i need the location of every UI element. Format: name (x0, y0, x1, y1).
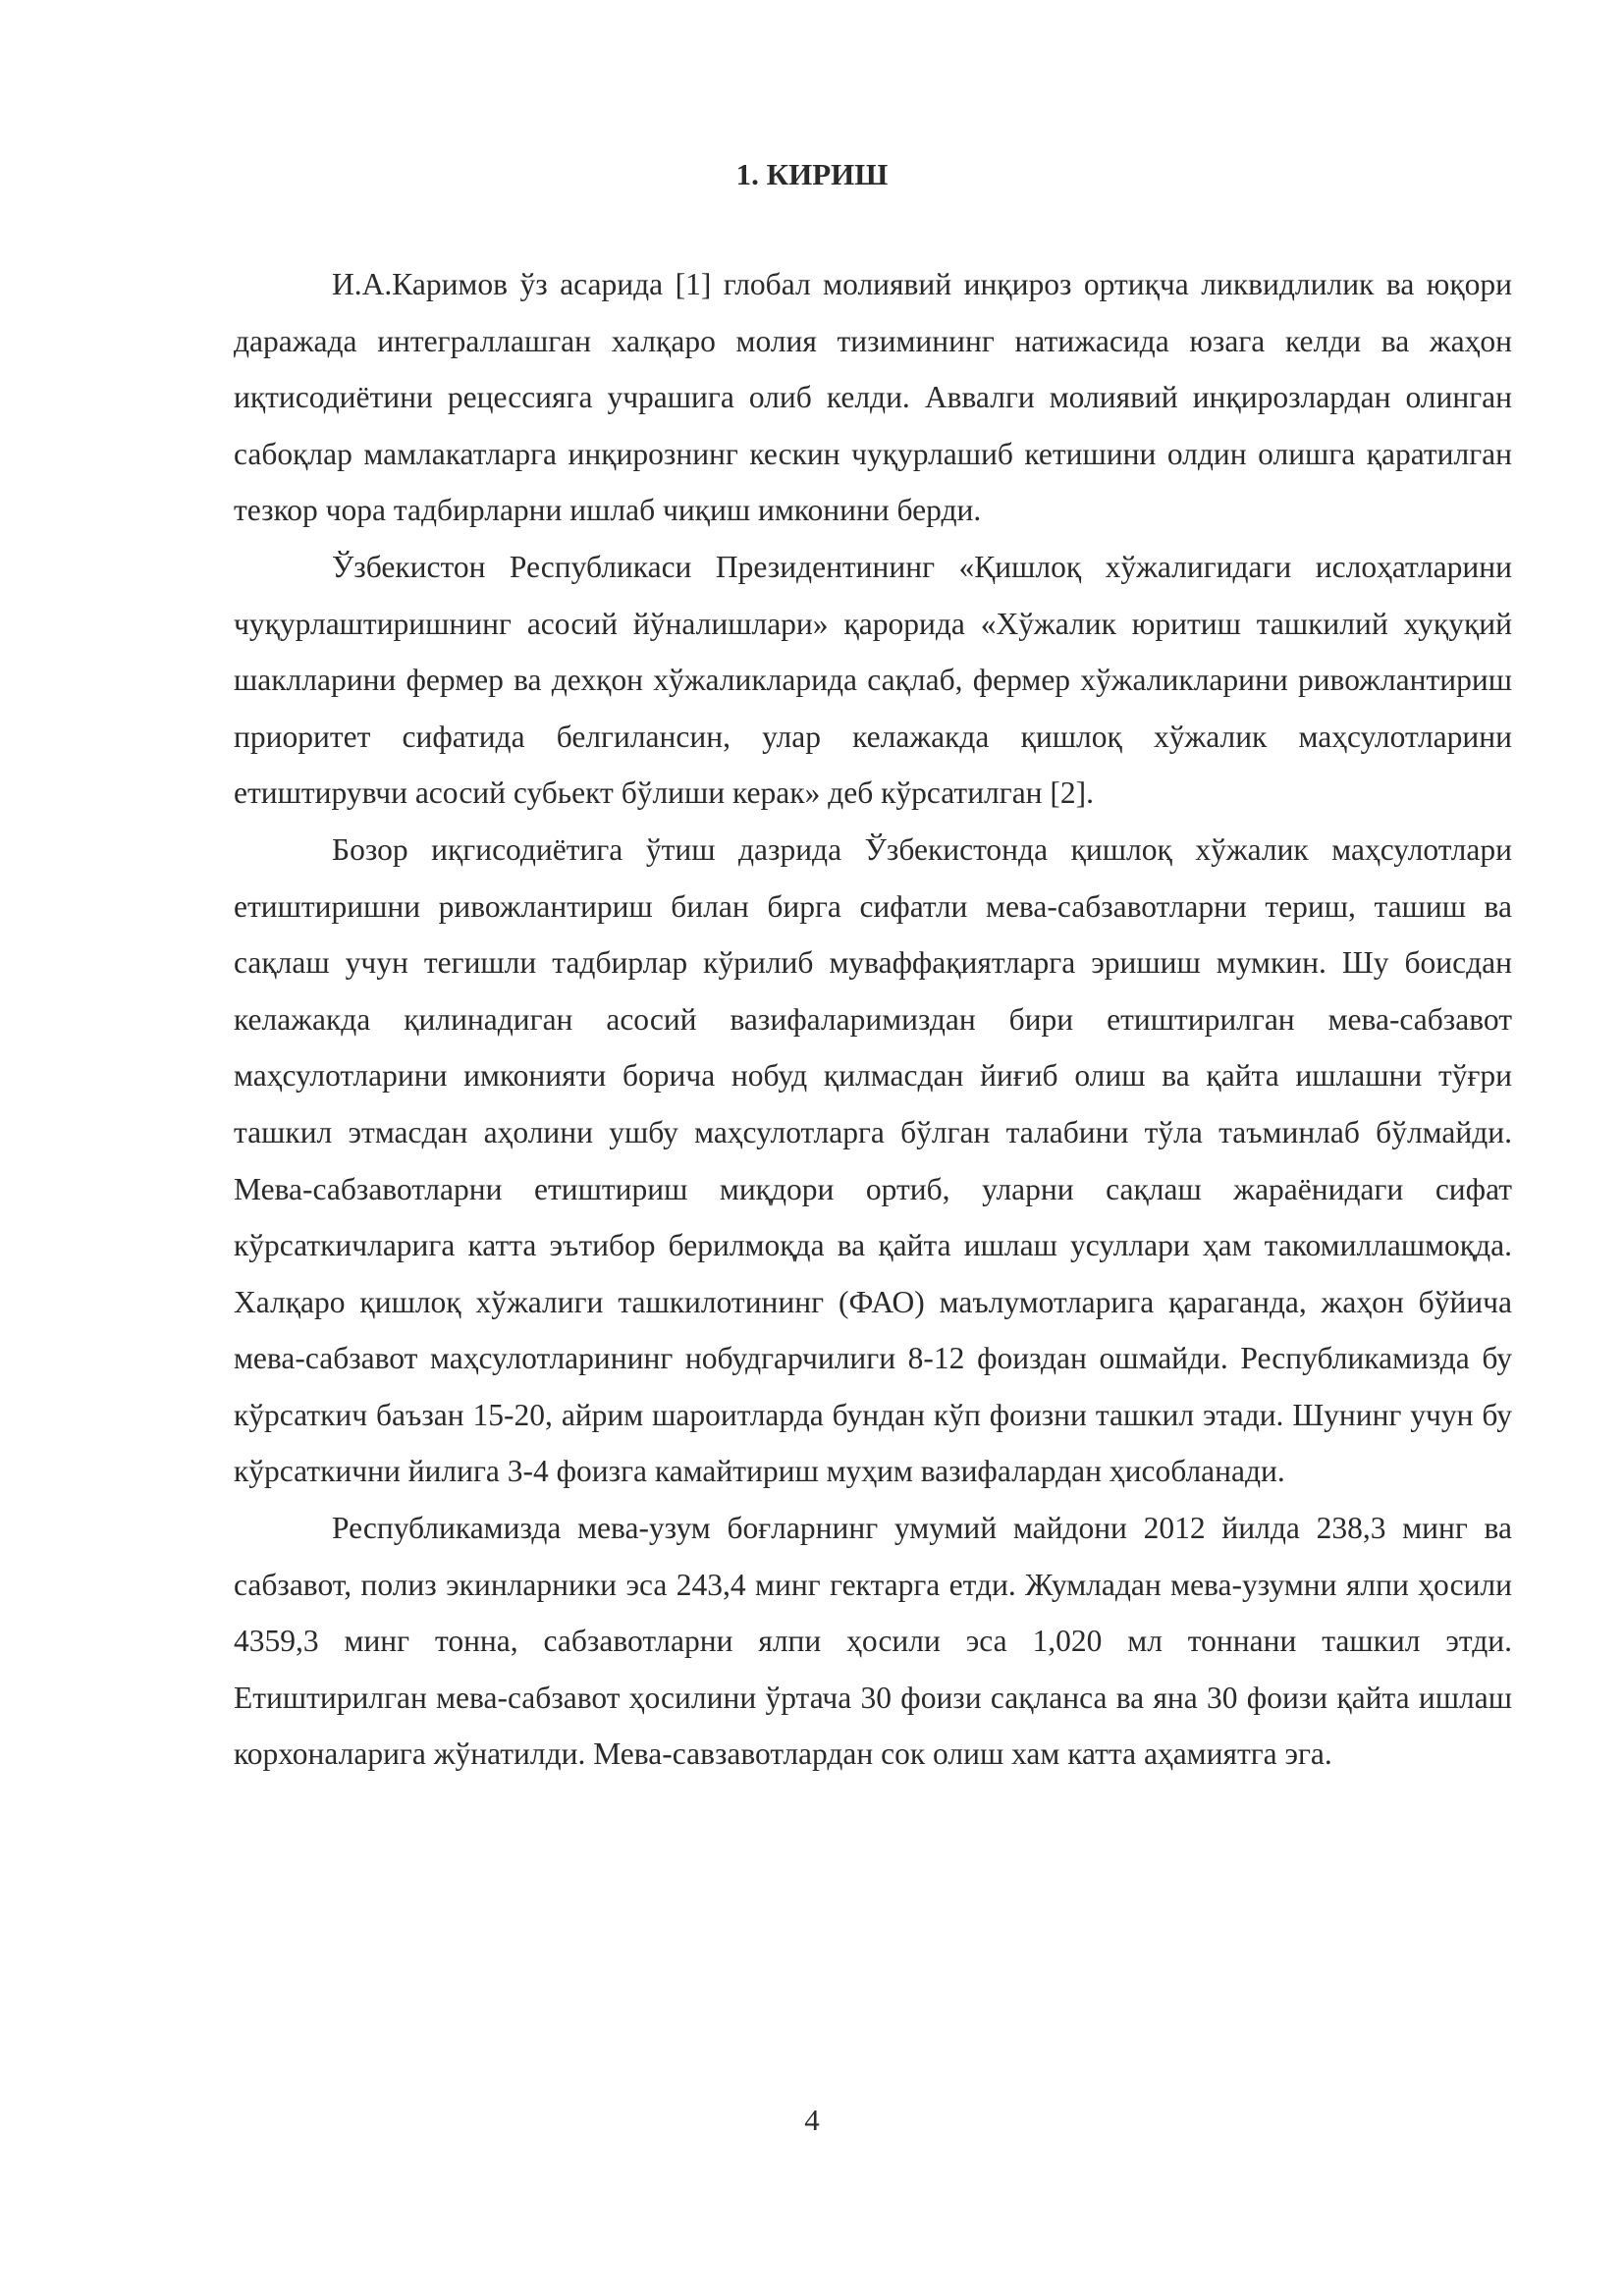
page-number: 4 (804, 2103, 820, 2137)
paragraph-4: Республикамизда мева-узум боғларнинг умумий майдони 2012 йилда 238,3 минг ва сабзавот, полиз экинларники эса 243,4 минг гектарга етди. Жумладан мева-узумни ялпи ҳосили 4359,3 минг тонна, сабзавотларни ялпи ҳосили эса 1,020 мл тоннани ташкил этди. Етиштирилган мева-сабзавот ҳосилини ўртача 30 фоизи сақланса ва яна 30 фоизи қайта ишлаш корхоналарига жўнатилди. Мева-савзавотлардан сок олиш хам катта аҳамиятга эга. (234, 1511, 1512, 1772)
paragraph-1: И.А.Каримов ўз асарида [1] глобал молиявий инқироз ортиқча ликвидлилик ва юқори даражада интеграллашган халқаро молия тизимининг натижасида юзага келди ва жаҳон иқтисодиётини рецессияга учрашига олиб келди. Аввалги молиявий инқирозлардан олинган сабоқлар мамлакатларга инқирознинг кескин чуқурлашиб кетишини олдин олишга қаратилган тезкор чора тадбирларни ишлаб чиқиш имконини берди. (234, 267, 1512, 528)
document-body (234, 256, 1512, 1783)
paragraph-3: Бозор иқгисодиётига ўтиш дазрида Ўзбекистонда қишлоқ хўжалик маҳсулотлари етиштиришни ривожлантириш билан бирга сифатли мева-сабзавотларни териш, ташиш ва сақлаш учун тегишли тадбирлар кўрилиб муваффақиятларга эришиш мумкин. Шу боисдан келажакда қилинадиган асосий вазифаларимиздан бири етиштирилган мева-сабзавот маҳсулотларини имконияти борича нобуд қилмасдан йиғиб олиш ва қайта ишлашни тўғри ташкил этмасдан аҳолини ушбу маҳсулотларга бўлган талабини тўла таъминлаб бўлмайди. Мева-сабзавотларни етиштириш миқдори ортиб, уларни сақлаш жараёнидаги сифат кўрсаткичларига катта эътибор берилмоқда ва қайта ишлаш усуллари ҳам такомиллашмоқда. Халқаро қишлоқ хўжалиги ташкилотининг (ФАО) маълумотларига қараганда, жаҳон бўйича мева-сабзавот маҳсулотларининг нобудгарчилиги 8-12 фоиздан ошмайди. Республикамизда бу кўрсаткич баъзан 15-20, айрим шароитларда бундан кўп фоизни ташкил этади. Шунинг учун бу кўрсаткични йилига 3-4 фоизга камайтириш муҳим вазифалардан ҳисобланади. (234, 831, 1512, 1489)
section-heading: 1. КИРИШ (735, 157, 889, 191)
paragraph-2: Ўзбекистон Республикаси Президентининг «Қишлоқ хўжалигидаги ислоҳатларини чуқурлаштиришнинг асосий йўналишлари» қарорида «Хўжалик юритиш ташкилий хуқуқий шаклларини фермер ва дехқон хўжаликларида сақлаб, фермер хўжаликларини ривожлантириш приоритет сифатида белгилансин, улар келажакда қишлоқ хўжалик маҳсулотларини етиштирувчи асосий субьект бўлиши керак» деб кўрсатилган [2]. (234, 549, 1512, 811)
